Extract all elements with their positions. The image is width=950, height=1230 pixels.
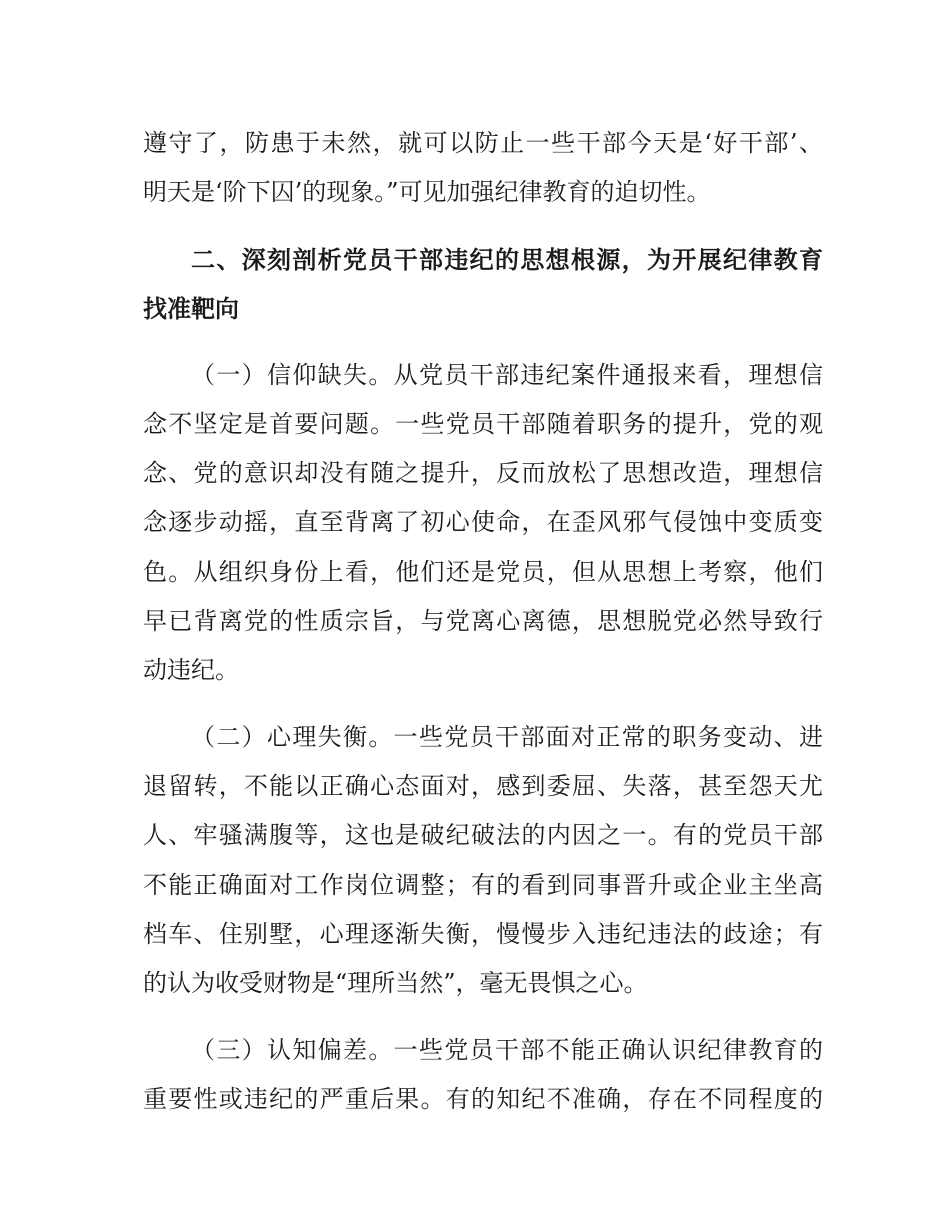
- section-heading: 二、深刻剖析党员干部违纪的思想根源，为开展纪律教育: [191, 246, 823, 274]
- paragraph-line: （一）信仰缺失。从党员干部违纪案件通报来看，理想信: [191, 361, 823, 389]
- paragraph-line: 档车、住别墅，心理逐渐失衡，慢慢步入违纪违法的歧途；有: [143, 920, 823, 948]
- paragraph-line: 念逐步动摇，直至背离了初心使命，在歪风邪气侵蚀中变质变: [143, 508, 823, 536]
- paragraph-line: （二）心理失衡。一些党员干部面对正常的职务变动、进: [191, 723, 823, 751]
- section-heading: 找准靶向: [143, 295, 239, 323]
- paragraph-line: 动违纪。: [143, 656, 239, 684]
- paragraph-line: 退留转，不能以正确心态面对，感到委屈、失落，甚至怨天尤: [143, 772, 823, 800]
- text-line: 遵守了，防患于未然，就可以防止一些干部今天是‘好干部’、: [143, 129, 823, 157]
- paragraph-line: 重要性或违纪的严重后果。有的知纪不准确，存在不同程度的: [143, 1085, 823, 1113]
- text-line: 明天是‘阶下囚’的现象。”可见加强纪律教育的迫切性。: [143, 178, 711, 206]
- paragraph-line: 的认为收受财物是“理所当然”，毫无畏惧之心。: [143, 969, 648, 997]
- paragraph-line: 不能正确面对工作岗位调整；有的看到同事晋升或企业主坐高: [143, 871, 823, 899]
- paragraph-line: 念不坚定是首要问题。一些党员干部随着职务的提升，党的观: [143, 410, 823, 438]
- paragraph-line: 念、党的意识却没有随之提升，反而放松了思想改造，理想信: [143, 459, 823, 487]
- paragraph-line: 人、牢骚满腹等，这也是破纪破法的内因之一。有的党员干部: [143, 821, 823, 849]
- paragraph-line: （三）认知偏差。一些党员干部不能正确认识纪律教育的: [191, 1036, 823, 1064]
- paragraph-line: 色。从组织身份上看，他们还是党员，但从思想上考察，他们: [143, 558, 823, 586]
- paragraph-line: 早已背离党的性质宗旨，与党离心离德，思想脱党必然导致行: [143, 607, 823, 635]
